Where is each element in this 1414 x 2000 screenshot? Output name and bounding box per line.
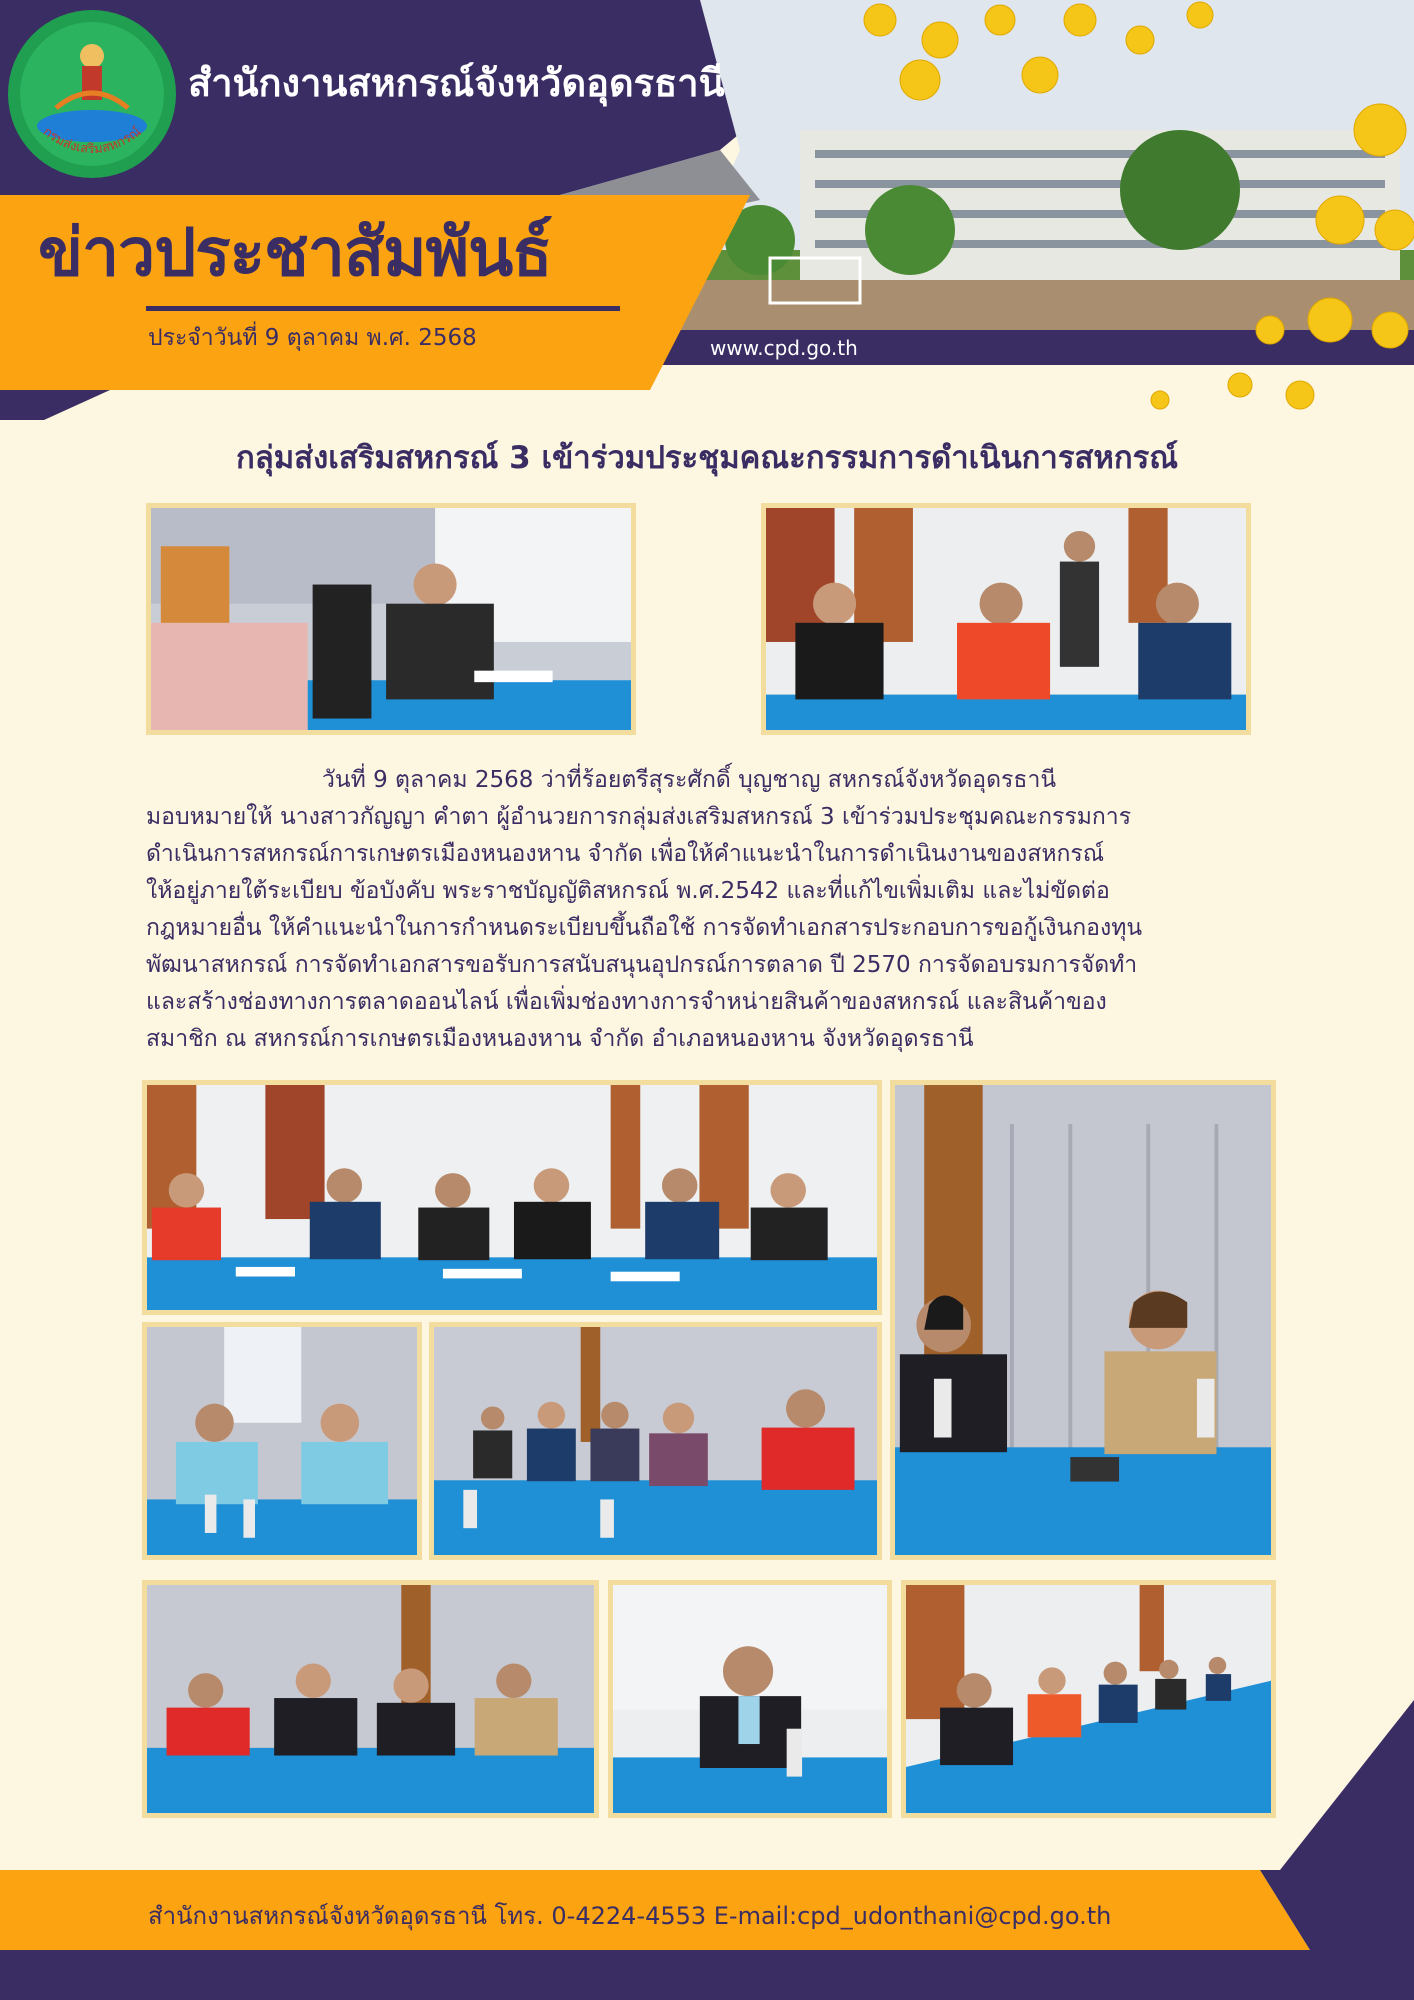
article-line: สมาชิก ณ สหกรณ์การเกษตรเมืองหนองหาน จำกัด อำเภอหนองหาน จังหวัดอุดรธานี	[146, 1026, 974, 1052]
office-name: สำนักงานสหกรณ์จังหวัดอุดรธานี	[188, 61, 725, 105]
date-line: ประจำวันที่ 9 ตุลาคม พ.ศ. 2568	[148, 325, 477, 351]
photo-committee-members	[761, 503, 1251, 735]
article-headline: กลุ่มส่งเสริมสหกรณ์ 3 เข้าร่วมประชุมคณะกรรมการดำเนินการสหกรณ์	[235, 440, 1179, 476]
article-line: ให้อยู่ภายใต้ระเบียบ ข้อบังคับ พระราชบัญญัติสหกรณ์ พ.ศ.2542 และที่แก้ไขเพิ่มเติม และไม่ขัดต่อ	[146, 878, 1110, 904]
article-body	[146, 762, 1276, 1058]
photo-women-officials	[890, 1080, 1276, 1560]
footer-background	[0, 1700, 1414, 2000]
photo-meeting-table	[142, 1080, 882, 1315]
website-link[interactable]: www.cpd.go.th	[710, 336, 858, 360]
article-line: พัฒนาสหกรณ์ การจัดทำเอกสารขอรับการสนับสนุนอุปกรณ์การตลาด ปี 2570 การจัดอบรมการจัดทำ	[146, 952, 1138, 978]
article-line: กฎหมายอื่น ให้คำแนะนำในการกำหนดระเบียบขึ้นถือใช้ การจัดทำเอกสารประกอบการขอกู้เงินกองทุน	[146, 915, 1143, 941]
article-line: และสร้างช่องทางการตลาดออนไลน์ เพื่อเพิ่มช่องทางการจำหน่ายสินค้าของสหกรณ์ และสินค้าของ	[146, 989, 1107, 1015]
logo-caption: กรมส่งเสริมสหกรณ์	[39, 124, 145, 158]
photo-chairman	[146, 503, 636, 735]
article-line: วันที่ 9 ตุลาคม 2568 ว่าที่ร้อยตรีสุระศักดิ์ บุญชาญ สหกรณ์จังหวัดอุดรธานี	[322, 767, 1057, 793]
footer-contact: สำนักงานสหกรณ์จังหวัดอุดรธานี โทร. 0-4224-4553 E-mail:cpd_udonthani@cpd.go.th	[148, 1902, 1112, 1930]
article-line: มอบหมายให้ นางสาวกัญญา คำตา ผู้อำนวยการกลุ่มส่งเสริมสหกรณ์ 3 เข้าร่วมประชุมคณะกรรมการ	[146, 804, 1132, 830]
photo-table-side-view	[429, 1322, 882, 1560]
photo-women-blue-shirts	[142, 1322, 422, 1560]
cpd-logo	[6, 8, 178, 180]
banner-title: ข่าวประชาสัมพันธ์	[38, 214, 552, 291]
article-line: ดำเนินการสหกรณ์การเกษตรเมืองหนองหาน จำกัด เพื่อให้คำแนะนำในการดำเนินงานของสหกรณ์	[146, 841, 1105, 867]
